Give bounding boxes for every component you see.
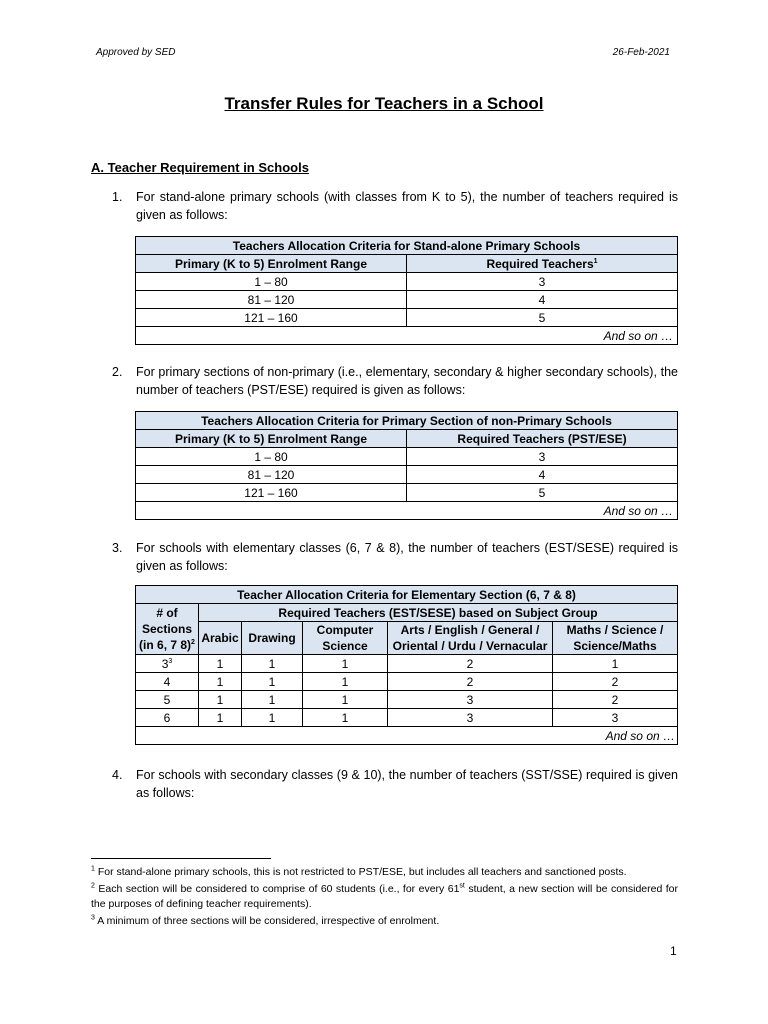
header-date: 26-Feb-2021 [612, 47, 670, 58]
page-title: Transfer Rules for Teachers in a School [224, 94, 544, 113]
column-header: Primary (K to 5) Enrolment Range [136, 430, 407, 448]
list-item-3 [112, 539, 678, 575]
footnote-3: $^3$ A minimum of three sections will be considered, irrespective of enrolment. [91, 914, 440, 927]
page-number: 1 [670, 944, 677, 958]
footnote-2: $^2$ Each section will be considered to comprise of 60 students (i.e., for every 61st student, a new section will be considered for the purposes of defining teacher requirements). [91, 882, 679, 910]
table-row: 81 – 120 4 [136, 291, 678, 309]
table-row: 5 1 1 1 3 2 [136, 691, 678, 709]
list-item-number: 3. [112, 541, 123, 555]
column-header: Required Teachers$^1$ [407, 255, 678, 273]
column-header: Arabic [199, 622, 242, 655]
footnote-ref: 2 [191, 639, 195, 646]
list-item-text: For schools with elementary classes (6, 7 & 8), the number of teachers (EST/SESE) required is given as follows: [136, 541, 678, 573]
column-header: Required Teachers (PST/ESE) [407, 430, 678, 448]
list-item-number: 4. [112, 768, 123, 782]
column-header: Primary (K to 5) Enrolment Range [136, 255, 407, 273]
table-row: 6 1 1 1 3 3 [136, 709, 678, 727]
list-item-text: For schools with secondary classes (9 & 10), the number of teachers (SST/SSE) required is given as follows: [136, 768, 678, 800]
table-row: 81 – 120 4 [136, 466, 678, 484]
list-item-1 [112, 188, 678, 224]
column-header-sections: # of Sections (in 6, 7 8)$^2$ [136, 604, 199, 655]
list-item-number: 2. [112, 365, 123, 379]
footnote-ref: 3 [168, 657, 173, 665]
table-note: And so on … [136, 327, 678, 345]
list-item-4 [112, 766, 678, 802]
table-note: And so on … [136, 727, 678, 745]
table-caption: Teacher Allocation Criteria for Elementary Section (6, 7 & 8) [136, 586, 678, 604]
list-item-number: 1. [112, 190, 123, 204]
list-item-text: For primary sections of non-primary (i.e., elementary, secondary & higher secondary schools), the number of teachers (PST/ESE) required is given as follows: [136, 365, 678, 397]
header-approved: Approved by SED [96, 47, 176, 58]
column-header: Arts / English / General / Oriental / Urdu / Vernacular [388, 622, 553, 655]
table-elementary [135, 585, 678, 745]
column-header: Computer Science [303, 622, 388, 655]
list-item-2 [112, 363, 678, 399]
list-item-text: For stand-alone primary schools (with classes from K to 5), the number of teachers required is given as follows: [136, 190, 678, 222]
table-note: And so on … [136, 502, 678, 520]
section-heading: A. Teacher Requirement in Schools [91, 160, 309, 175]
footnote-1: $^1$ For stand-alone primary schools, this is not restricted to PST/ESE, but includes all teachers and sanctioned posts. [91, 865, 627, 878]
footnote-ref: 1 [593, 257, 598, 265]
table-row: $3^3$ 1 1 1 2 1 [136, 655, 678, 673]
table-caption: Teachers Allocation Criteria for Stand-alone Primary Schools [136, 237, 678, 255]
table-row: 1 – 80 3 [136, 273, 678, 291]
table-row: 121 – 160 5 [136, 309, 678, 327]
table-primary-section [135, 411, 678, 520]
table-row: 4 1 1 1 2 2 [136, 673, 678, 691]
table-row: 121 – 160 5 [136, 484, 678, 502]
table-caption: Teachers Allocation Criteria for Primary Section of non-Primary Schools [136, 412, 678, 430]
footnote-divider [91, 858, 271, 859]
table-row: 1 – 80 3 [136, 448, 678, 466]
column-header: Maths / Science / Science/Maths [553, 622, 678, 655]
column-header: Drawing [242, 622, 303, 655]
table-standalone-primary [135, 236, 678, 345]
column-group-header: Required Teachers (EST/SESE) based on Subject Group [199, 604, 678, 622]
